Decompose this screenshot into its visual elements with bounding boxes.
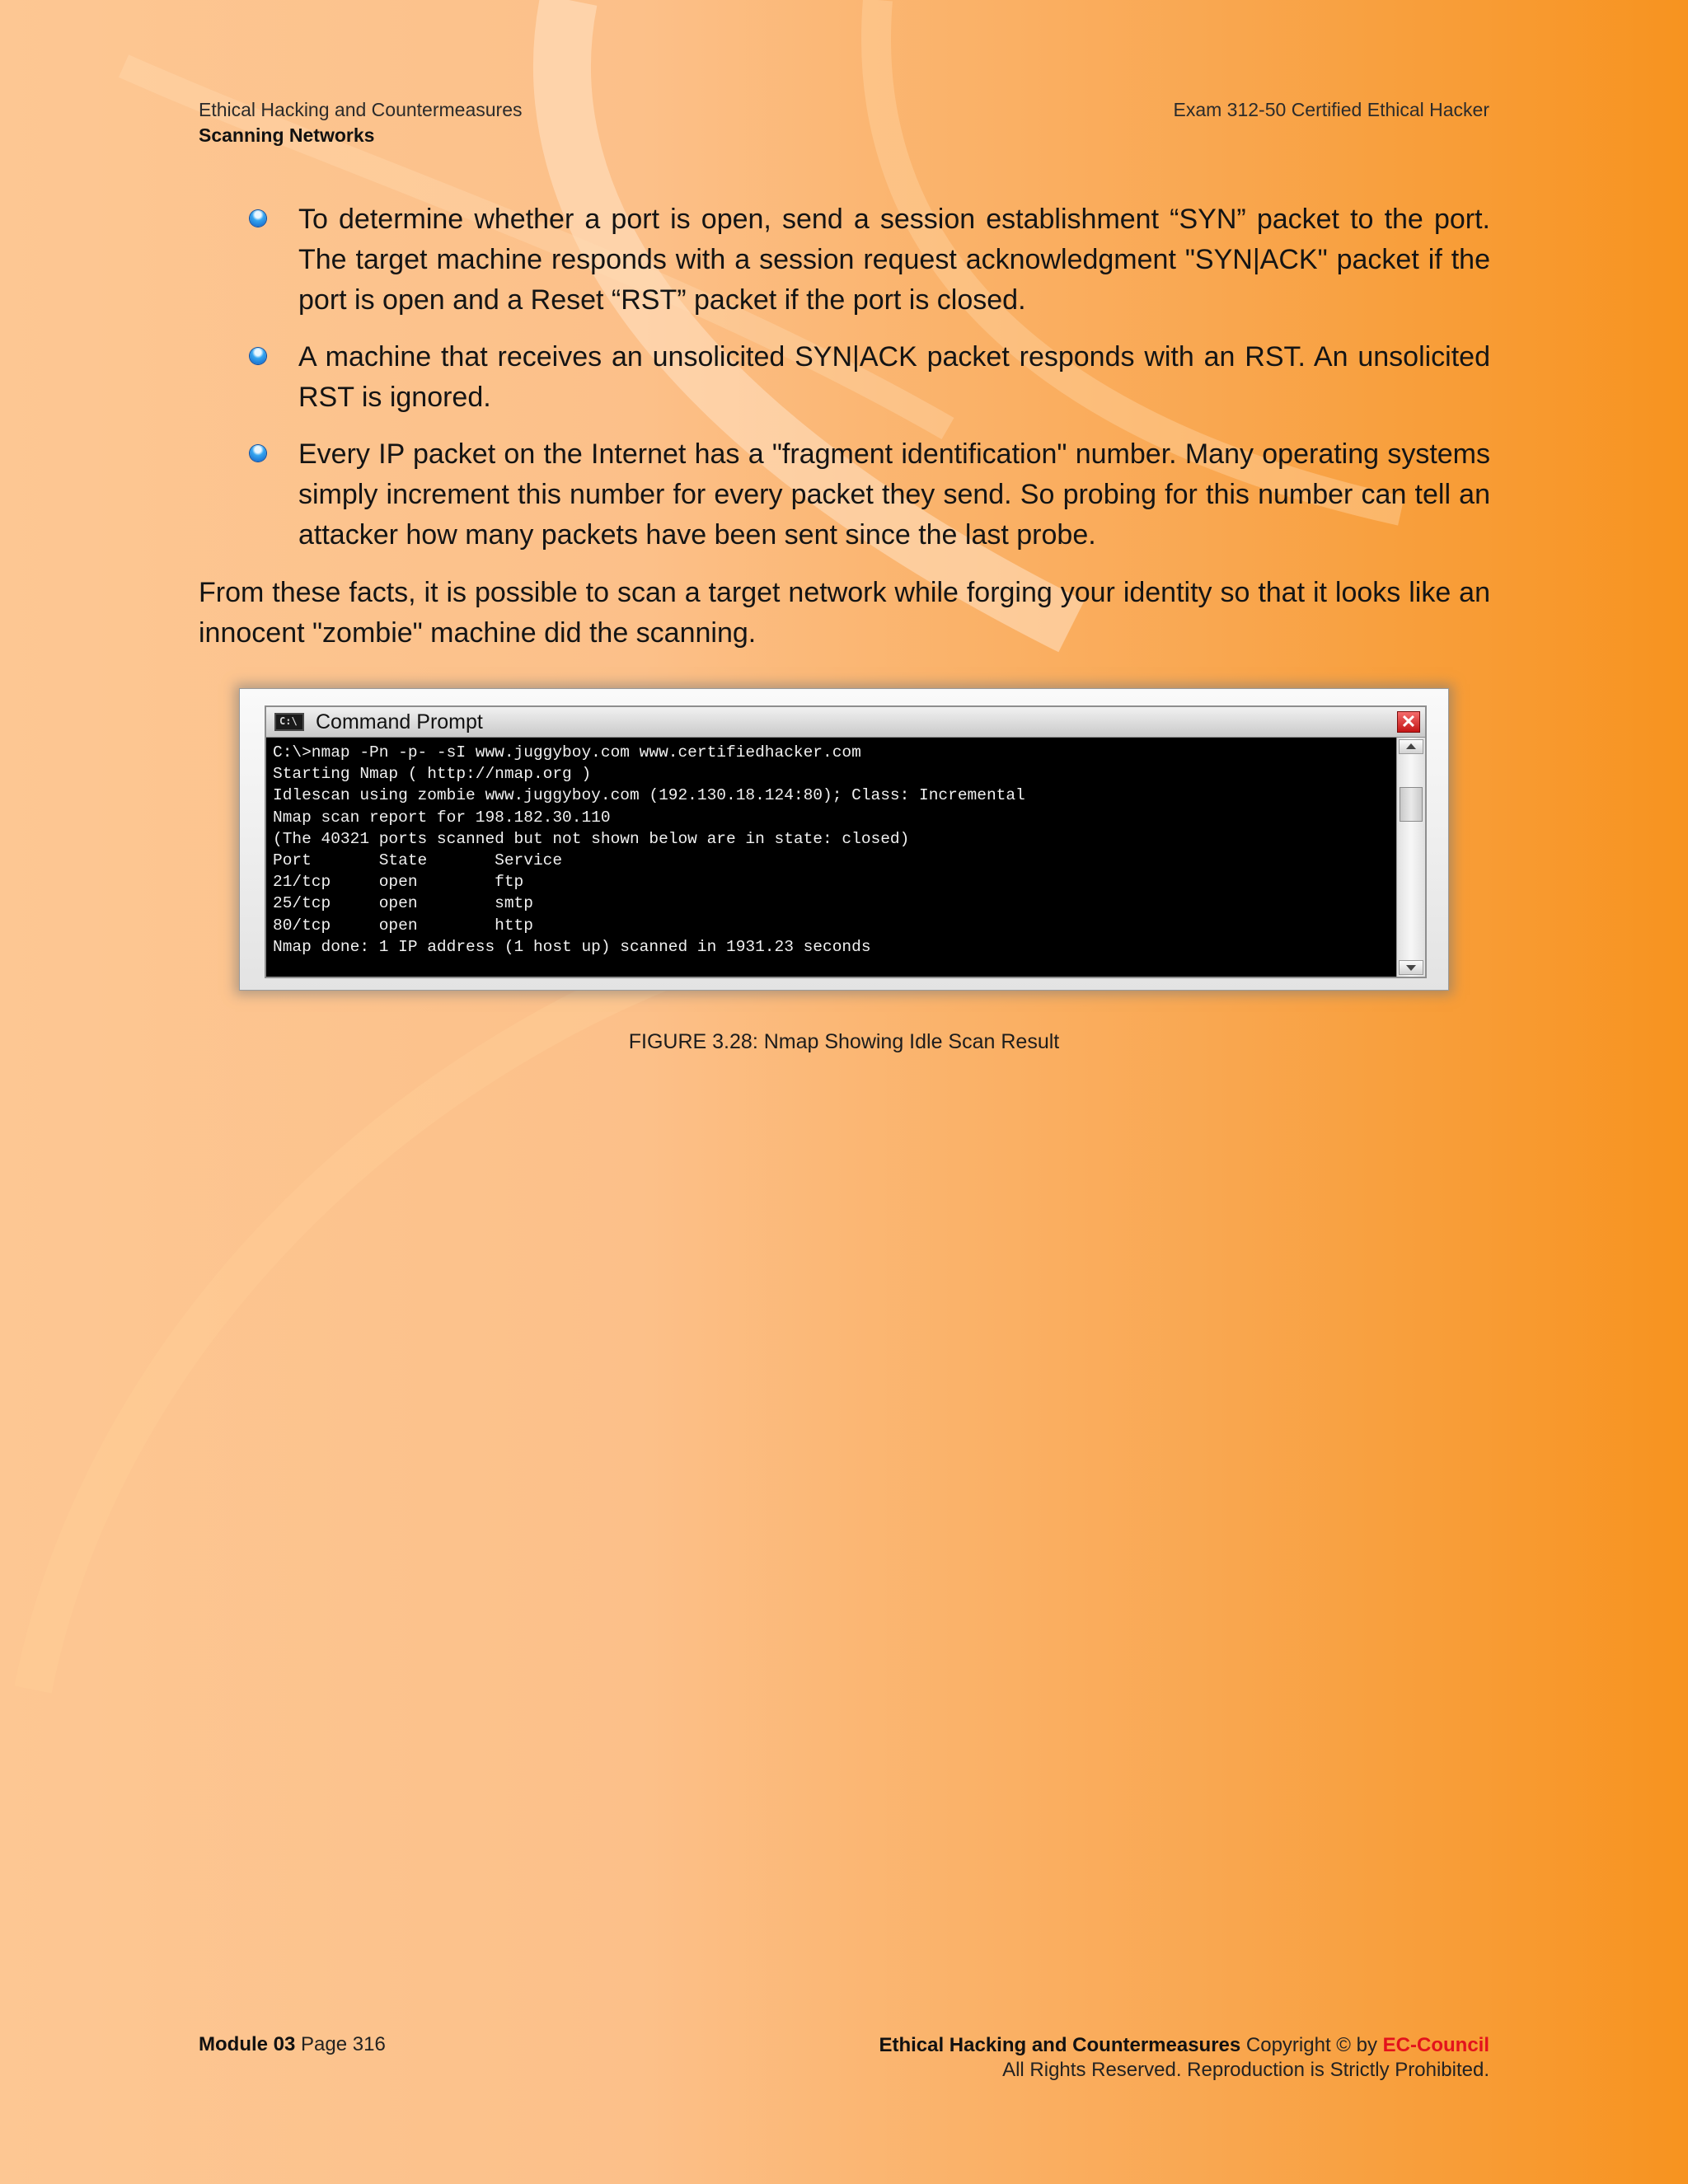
copyright-text: Copyright © by <box>1245 2034 1377 2056</box>
scroll-thumb[interactable] <box>1400 787 1423 822</box>
page-number: Page 316 <box>301 2033 386 2055</box>
terminal-output <box>273 742 1386 972</box>
close-icon[interactable]: ✕ <box>1397 711 1420 733</box>
window-title: Command Prompt <box>316 710 483 733</box>
cmd-icon <box>274 713 304 731</box>
terminal-line: Nmap done: 1 IP address (1 host up) scanned in 1931.23 seconds <box>273 937 871 956</box>
page-footer-left <box>199 2033 386 2056</box>
terminal-line: Nmap scan report for 198.182.30.110 <box>273 808 611 827</box>
bullet-text: Every IP packet on the Internet has a "fragment identification" number. Many operating systems simply increment this number for every packet they send. So probing for this number can tell an attacker how many packets have been sent since the last probe. <box>298 438 1490 551</box>
figure-screenshot <box>239 688 1449 991</box>
list-item <box>247 337 1490 418</box>
terminal-line: 80/tcp open http <box>273 916 533 935</box>
scroll-up-icon[interactable] <box>1399 739 1423 754</box>
figure-caption: FIGURE 3.28: Nmap Showing Idle Scan Result <box>628 1030 1060 1053</box>
footer-course-title: Ethical Hacking and Countermeasures <box>879 2034 1241 2056</box>
terminal-line: Starting Nmap ( http://nmap.org ) <box>273 765 592 784</box>
vertical-scrollbar[interactable] <box>1396 738 1425 977</box>
bullet-text: To determine whether a port is open, send a session establishment “SYN” packet to the port. The target machine responds with a session request acknowledgment "SYN|ACK" packet if the port is open and a Reset “RST” packet if the port is closed. <box>298 204 1490 316</box>
exam-title: Exam 312-50 Certified Ethical Hacker <box>1173 99 1489 120</box>
list-item <box>247 199 1490 321</box>
section-title: Scanning Networks <box>199 124 375 146</box>
list-item <box>247 434 1490 555</box>
bullet-text: A machine that receives an unsolicited SYN|ACK packet responds with an RST. An unsolicited RST is ignored. <box>298 341 1490 413</box>
command-prompt-window <box>265 705 1427 978</box>
window-titlebar <box>266 707 1425 738</box>
module-label: Module 03 <box>199 2033 296 2055</box>
rights-text: All Rights Reserved. Reproduction is Strictly Prohibited. <box>1002 2059 1489 2081</box>
body-paragraph: From these facts, it is possible to scan a target network while forging your identity so that it looks like an innocent "zombie" machine did the scanning. <box>199 577 1490 649</box>
terminal-line: Idlescan using zombie www.juggyboy.com (192.130.18.124:80); Class: Incremental <box>273 786 1025 805</box>
terminal-line: C:\>nmap -Pn -p- -sI www.juggyboy.com www.certifiedhacker.com <box>273 743 861 762</box>
scroll-down-icon[interactable] <box>1399 960 1423 975</box>
page-footer-right <box>879 2033 1489 2083</box>
terminal-line: 21/tcp open ftp <box>273 873 524 892</box>
page-header-left <box>199 97 522 148</box>
ec-council-logo: EC-Council <box>1382 2034 1489 2056</box>
cmd-icon-label: C:\ <box>279 715 298 727</box>
terminal-line: 25/tcp open smtp <box>273 894 533 913</box>
bullet-icon <box>250 348 266 364</box>
bullet-list <box>247 199 1490 572</box>
bullet-icon <box>250 210 266 227</box>
bullet-icon <box>250 445 266 462</box>
terminal-line: Port State Service <box>273 851 563 870</box>
terminal-line: (The 40321 ports scanned but not shown below are in state: closed) <box>273 829 910 848</box>
course-title: Ethical Hacking and Countermeasures <box>199 99 523 120</box>
